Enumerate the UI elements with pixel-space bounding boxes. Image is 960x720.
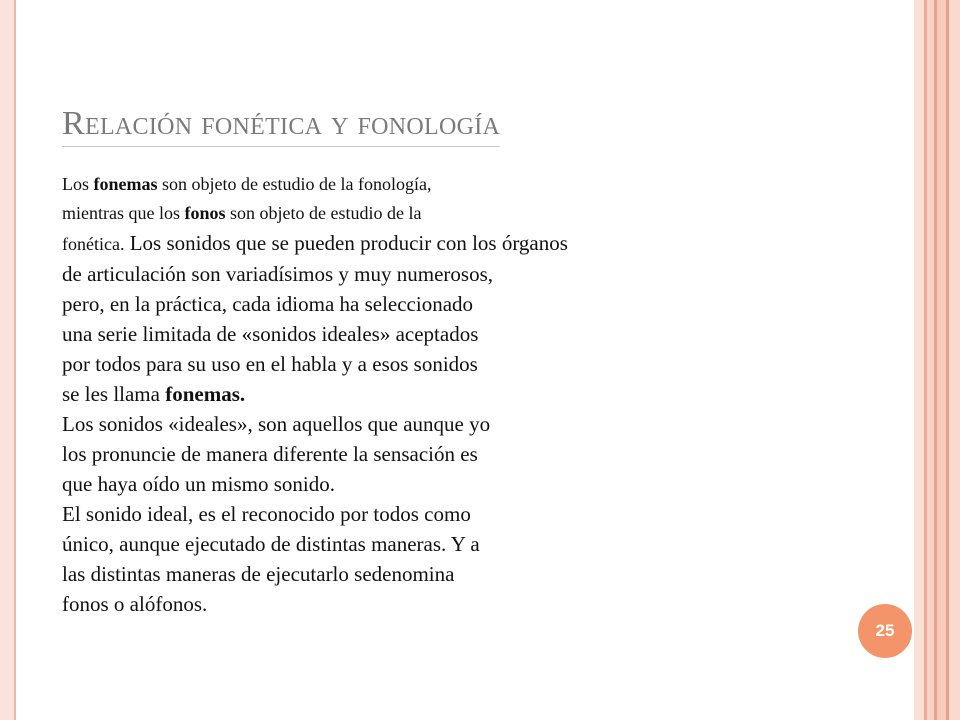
- text-run: son objeto de estudio de la: [225, 203, 422, 223]
- text-run: los pronuncie de manera diferente la sensación es: [62, 442, 478, 466]
- text-run: que haya oído un mismo sonido.: [62, 472, 335, 496]
- bold-term: fonemas: [93, 174, 158, 194]
- right-decorative-stripes: [914, 0, 960, 720]
- text-run: de articulación son variadísimos y muy numerosos,: [62, 262, 494, 286]
- body-line: [62, 559, 842, 589]
- slide-body: [62, 170, 842, 619]
- bold-term: fonos: [184, 203, 226, 223]
- left-decorative-border: [0, 0, 16, 720]
- text-run: una serie limitada de «sonidos ideales» aceptados: [62, 322, 479, 346]
- text-run: Los sonidos «ideales», son aquellos que aunque yo: [62, 412, 491, 436]
- body-line: [62, 289, 842, 319]
- page-number-badge: 25: [858, 604, 912, 658]
- body-line: [62, 259, 842, 289]
- text-run: único, aunque ejecutado de distintas maneras. Y a: [62, 532, 480, 556]
- body-line: [62, 379, 842, 409]
- text-run: se les llama: [62, 382, 166, 406]
- body-line: [62, 319, 842, 349]
- text-run: mientras que los: [62, 203, 185, 223]
- text-run: fonos o alófonos.: [62, 592, 208, 616]
- body-line: [62, 409, 842, 439]
- text-run: son objeto de estudio de la fonología,: [157, 174, 432, 194]
- text-run: El sonido ideal, es el reconocido por todos como: [62, 502, 471, 526]
- body-line: [62, 499, 842, 529]
- body-line: [62, 170, 842, 199]
- text-run: por todos para su uso en el habla y a esos sonidos: [62, 352, 478, 376]
- body-line: [62, 439, 842, 469]
- slide-title: Relación fonética y fonología: [62, 104, 500, 147]
- body-line: [62, 228, 842, 259]
- text-run: fonética.: [62, 234, 125, 254]
- text-run: pero, en la práctica, cada idioma ha seleccionado: [62, 292, 474, 316]
- stripe: [927, 0, 934, 720]
- stripe: [914, 0, 924, 720]
- body-line: [62, 469, 842, 499]
- body-line: [62, 529, 842, 559]
- text-run: Los sonidos que se pueden producir con los órganos: [124, 231, 568, 255]
- body-line: [62, 199, 842, 228]
- stripe: [949, 0, 960, 720]
- bold-term: fonemas.: [165, 382, 246, 406]
- text-run: las distintas maneras de ejecutarlo sedenomina: [62, 562, 455, 586]
- stripe: [937, 0, 946, 720]
- body-line: [62, 589, 842, 619]
- text-run: Los: [62, 174, 94, 194]
- body-line: [62, 349, 842, 379]
